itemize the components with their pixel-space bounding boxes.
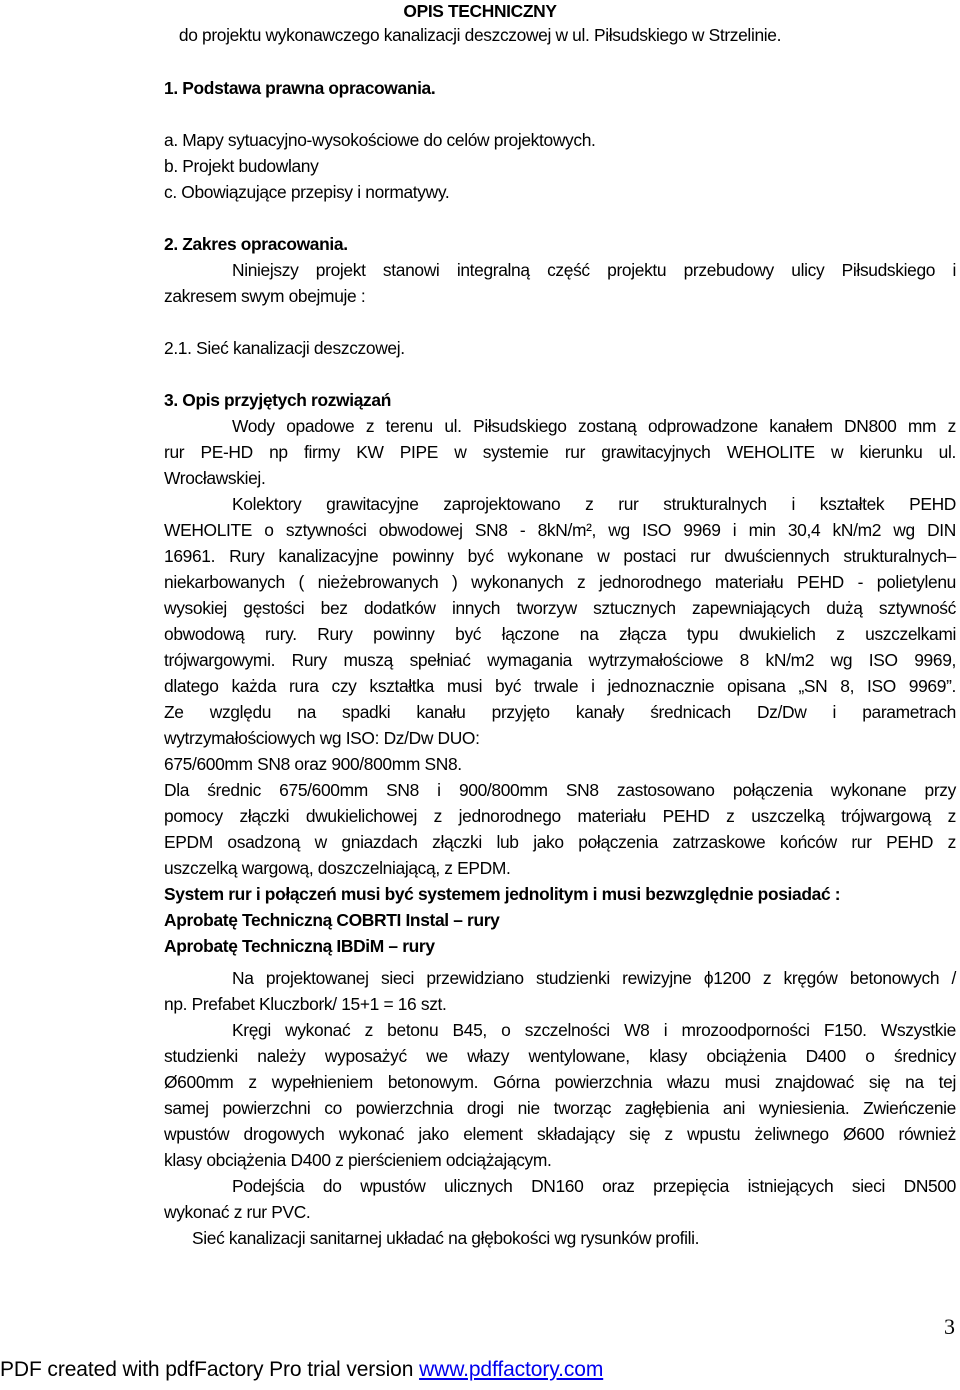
bold-requirement-line: Aprobatę Techniczną IBDiM – rury xyxy=(164,936,435,956)
subsection-heading: 2.1. Sieć kanalizacji deszczowej. xyxy=(164,338,405,358)
paragraph-line: samej powierzchni co powierzchnia drogi nie tworząc zagłębienia ani wyniesienia. Zwieńczenie xyxy=(164,1098,956,1118)
paragraph-line: Niniejszy projekt stanowi integralną część projektu przebudowy ulicy Piłsudskiego i xyxy=(232,260,956,280)
bold-requirement-line: Aprobatę Techniczną COBRTI Instal – rury xyxy=(164,910,500,930)
paragraph-line: rur PE-HD np firmy KW PIPE w systemie rur grawitacyjnych WEHOLITE w kierunku ul. xyxy=(164,442,956,462)
paragraph-line: 675/600mm SN8 oraz 900/800mm SN8. xyxy=(164,754,462,774)
paragraph-line: 16961. Rury kanalizacyjne powinny być wykonane w postaci rur dwuściennych strukturalnych– xyxy=(164,546,956,566)
doc-title: OPIS TECHNICZNY xyxy=(403,1,557,21)
paragraph-line: klasy obciążenia D400 z pierścieniem odciążającym. xyxy=(164,1150,552,1170)
paragraph-line: Wody opadowe z terenu ul. Piłsudskiego zostaną odprowadzone kanałem DN800 mm z xyxy=(232,416,956,436)
section-2-heading: 2. Zakres opracowania. xyxy=(164,234,348,254)
section-3-heading: 3. Opis przyjętych rozwiązań xyxy=(164,390,391,410)
paragraph-line: Podejścia do wpustów ulicznych DN160 oraz przepięcia istniejących sieci DN500 xyxy=(232,1176,956,1196)
paragraph-line: pomocy złączki dwukielichowej z jednorodnego materiału PEHD z uszczelką trójwargową z xyxy=(164,806,956,826)
bold-requirement-line: System rur i połączeń musi być systemem jednolitym i musi bezwzględnie posiadać : xyxy=(164,884,841,904)
paragraph-line: WEHOLITE o sztywności obwodowej SN8 - 8kN/m², wg ISO 9969 i min 30,4 kN/m2 wg DIN xyxy=(164,520,956,540)
paragraph-line: Ze względu na spadki kanału przyjęto kanały średnicach Dz/Dw i parametrach xyxy=(164,702,956,722)
paragraph-line: wpustów drogowych wykonać jako element składający się z wpustu żeliwnego Ø600 również xyxy=(164,1124,956,1144)
paragraph-line: wykonać z rur PVC. xyxy=(164,1202,311,1222)
paragraph-line: Sieć kanalizacji sanitarnej układać na głębokości wg rysunków profili. xyxy=(192,1228,700,1248)
paragraph-line: wysokiej gęstości bez dodatków innych tworzyw sztucznych zapewniających dużą sztywność xyxy=(164,598,956,618)
list-item: c. Obowiązujące przepisy i normatywy. xyxy=(164,182,450,202)
paragraph-line: obwodową rury. Rury powinny być łączone na złącza typu dwukielich z uszczelkami xyxy=(164,624,956,644)
paragraph-line: Dla średnic 675/600mm SN8 i 900/800mm SN8 zastosowano połączenia wykonane przy xyxy=(164,780,956,800)
paragraph-line: studzienki należy wyposażyć we włazy wentylowane, klasy obciążenia D400 o średnicy xyxy=(164,1046,956,1066)
paragraph-line: niekarbowanych ( nieżebrowanych ) wykonanych z jednorodnego materiału PEHD - polietylenu xyxy=(164,572,956,592)
pdf-footer xyxy=(0,1358,603,1382)
doc-subtitle: do projektu wykonawczego kanalizacji deszczowej w ul. Piłsudskiego w Strzelinie. xyxy=(178,25,782,45)
paragraph-line: Wrocławskiej. xyxy=(164,468,266,488)
paragraph-line: Kolektory grawitacyjne zaprojektowano z rur strukturalnych i kształtek PEHD xyxy=(232,494,956,514)
list-item: a. Mapy sytuacyjno-wysokościowe do celów projektowych. xyxy=(164,130,596,150)
paragraph-line: wytrzymałościowych wg ISO: Dz/Dw DUO: xyxy=(164,728,480,748)
section-1-heading: 1. Podstawa prawna opracowania. xyxy=(164,78,436,98)
footer-link[interactable]: www.pdffactory.com xyxy=(419,1358,604,1381)
paragraph-line: Na projektowanej sieci przewidziano studzienki rewizyjne ϕ1200 z kręgów betonowych / xyxy=(232,968,956,988)
paragraph-line: uszczelką wargową, doszczelniającą, z EPDM. xyxy=(164,858,511,878)
paragraph-line: dlatego każda rura czy kształtka musi być trwale i jednoznacznie opisana „SN 8, ISO 9969”. xyxy=(164,676,956,696)
paragraph-line: Kręgi wykonać z betonu B45, o szczelności W8 i mrozoodporności F150. Wszystkie xyxy=(232,1020,956,1040)
paragraph-line: zakresem swym obejmuje : xyxy=(164,286,366,306)
page-number: 3 xyxy=(944,1314,955,1339)
paragraph-line: Ø600mm z wypełnieniem betonowym. Górna powierzchnia włazu musi znajdować się na tej xyxy=(164,1072,956,1092)
list-item: b. Projekt budowlany xyxy=(164,156,319,176)
paragraph-line: trójwargowymi. Rury muszą spełniać wymagania wytrzymałościowe 8 kN/m2 wg ISO 9969, xyxy=(164,650,956,670)
paragraph-line: EPDM osadzoną w gniazdach złączki lub jako połączenia zatrzaskowe końców rur PEHD z xyxy=(164,832,956,852)
footer-text: PDF created with pdfFactory Pro trial version xyxy=(0,1358,420,1381)
paragraph-line: np. Prefabet Kluczbork/ 15+1 = 16 szt. xyxy=(164,994,447,1014)
